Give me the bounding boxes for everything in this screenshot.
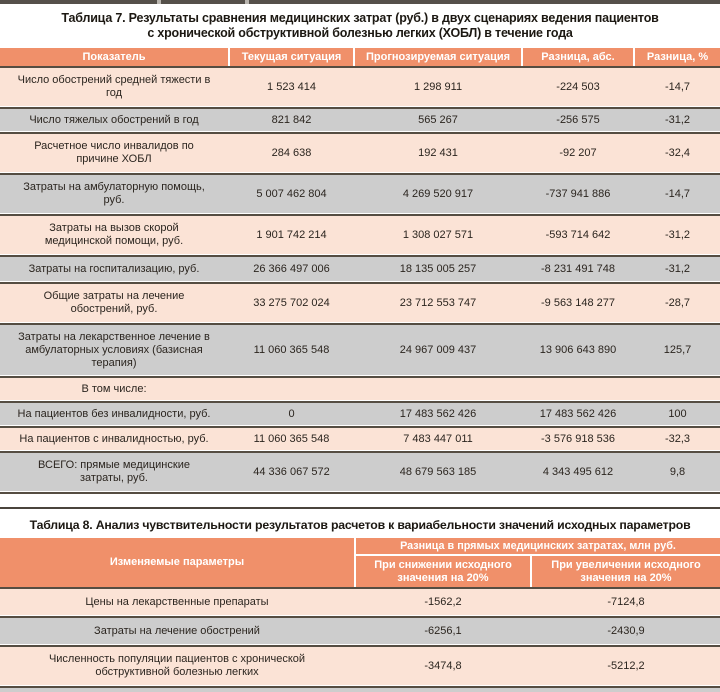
border-segment <box>0 0 157 4</box>
border-segment <box>161 0 245 4</box>
row-label: Затраты на амбулаторную помощь, руб. <box>23 181 205 206</box>
cell-diff-pct: -31,2 <box>664 228 691 241</box>
tables-gap <box>0 494 720 507</box>
cell-current: 11 060 365 548 <box>253 343 330 356</box>
cell-diff-abs: 13 906 643 890 <box>539 343 617 356</box>
header-cell-group: Разница в прямых медицинских затратах, млн руб. <box>356 538 720 554</box>
table-row <box>0 647 720 685</box>
cell-current: 1 523 414 <box>267 80 316 93</box>
cell-diff-pct: -14,7 <box>664 187 691 200</box>
cell-forecast: 7 483 447 011 <box>403 432 473 445</box>
table-row <box>0 589 720 615</box>
table-row <box>0 403 720 425</box>
table-row <box>0 325 720 375</box>
cell-current <box>230 378 353 400</box>
header-cell-indicator: Показатель <box>0 48 228 66</box>
row-label: ВСЕГО: прямые медицинские затраты, руб. <box>38 459 190 484</box>
row-label: Число тяжелых обострений в год <box>29 113 199 126</box>
header-cell-parameters: Изменяемые параметры <box>0 538 354 587</box>
cell-current: 11 060 365 548 <box>253 432 330 445</box>
header-cell-current: Текущая ситуация <box>230 48 353 66</box>
table-row <box>0 216 720 254</box>
cell-forecast: 17 483 562 426 <box>399 407 477 420</box>
cell-decrease: -6256,1 <box>424 624 462 637</box>
row-label: На пациентов с инвалидностью, руб. <box>19 432 209 445</box>
cell-diff-pct: 100 <box>668 407 687 420</box>
header-cell-forecast: Прогнозируемая ситуация <box>355 48 521 66</box>
cell-diff-abs: -737 941 886 <box>545 187 611 200</box>
cell-decrease: -1562,2 <box>424 595 462 608</box>
row-label: Затраты на лекарственное лечение в амбулаторных условиях (базисная терапия) <box>18 330 210 369</box>
cell-diff-pct: 9,8 <box>669 465 686 478</box>
table7-body <box>0 66 720 494</box>
cell-diff-pct: -31,2 <box>664 262 691 275</box>
cell-diff-abs: 17 483 562 426 <box>539 407 617 420</box>
cell-increase: -5212,2 <box>607 659 645 672</box>
cell-diff-abs: -593 714 642 <box>545 228 611 241</box>
table8 <box>0 538 720 692</box>
table-row <box>0 428 720 450</box>
cell-diff-pct: -32,3 <box>664 432 691 445</box>
cell-diff-abs: -256 575 <box>556 113 600 126</box>
table-row <box>0 175 720 213</box>
table-row <box>0 618 720 644</box>
cell-current: 5 007 462 804 <box>256 187 327 200</box>
cell-current: 284 638 <box>271 146 312 159</box>
row-label: Численность популяции пациентов с хронической обструктивной болезнью легких <box>48 653 306 678</box>
cell-forecast <box>355 378 521 400</box>
cell-diff-pct: -31,2 <box>664 113 691 126</box>
row-label: Затраты на лечение обострений <box>94 624 260 637</box>
cell-increase: -7124,8 <box>607 595 645 608</box>
header-cell-decrease: При снижении исходного значения на 20% <box>356 556 530 587</box>
cell-current: 33 275 702 024 <box>253 296 330 309</box>
row-label: Цены на лекарственные препараты <box>85 595 269 608</box>
table7-header <box>0 48 720 66</box>
row-label: Общие затраты на лечение обострений, руб. <box>43 290 185 315</box>
cell-diff-abs: 4 343 495 612 <box>542 465 614 478</box>
cell-diff-pct: 125,7 <box>663 343 692 356</box>
cell-current: 26 366 497 006 <box>253 262 330 275</box>
row-label: Число обострений средней тяжести в год <box>17 74 211 99</box>
cell-increase: -2430,9 <box>607 624 645 637</box>
cell-forecast: 48 679 563 185 <box>399 465 477 478</box>
table7-title-line2: с хронической обструктивной болезнью легких (ХОБЛ) в течение года <box>147 26 573 40</box>
table-row <box>0 68 720 106</box>
cell-diff-pct: -14,7 <box>664 80 691 93</box>
cell-diff-abs: -9 563 148 277 <box>540 296 615 309</box>
table-row <box>0 257 720 281</box>
cell-diff-abs: -8 231 491 748 <box>540 262 615 275</box>
header-cell-diff-pct: Разница, % <box>635 48 720 66</box>
cell-diff-pct <box>635 378 720 400</box>
cell-decrease: -3474,8 <box>424 659 462 672</box>
cell-forecast: 24 967 009 437 <box>399 343 477 356</box>
cell-forecast: 192 431 <box>418 146 458 159</box>
cell-diff-abs: -3 576 918 536 <box>540 432 615 445</box>
table-row-section <box>0 378 720 400</box>
cell-forecast: 23 712 553 747 <box>399 296 477 309</box>
table7 <box>0 48 720 494</box>
cropped-next-row <box>0 688 720 692</box>
table-row <box>0 284 720 322</box>
cell-diff-pct: -28,7 <box>664 296 691 309</box>
cell-diff-abs <box>523 378 633 400</box>
row-label: Расчетное число инвалидов по причине ХОБЛ <box>34 140 194 165</box>
cell-forecast: 4 269 520 917 <box>402 187 474 200</box>
cell-forecast: 18 135 005 257 <box>399 262 477 275</box>
cell-forecast: 1 298 911 <box>413 80 463 93</box>
cell-current: 44 336 067 572 <box>253 465 330 478</box>
row-label: В том числе: <box>81 382 147 395</box>
cell-diff-pct: -32,4 <box>664 146 691 159</box>
cell-current: 821 842 <box>271 113 312 126</box>
row-label: Затраты на вызов скорой медицинской помощи, руб. <box>44 222 184 247</box>
header-cell-increase: При увеличении исходного значения на 20% <box>532 556 720 587</box>
table-row-total <box>0 453 720 491</box>
table8-body <box>0 587 720 692</box>
border-segment <box>249 0 720 4</box>
top-crop-border <box>0 0 720 4</box>
table7-title-line1: Таблица 7. Результаты сравнения медицинских затрат (руб.) в двух сценариях ведения пациентов <box>61 11 659 25</box>
cell-forecast: 565 267 <box>418 113 458 126</box>
table7-title <box>0 4 720 48</box>
table-row <box>0 109 720 131</box>
cell-diff-abs: -92 207 <box>559 146 597 159</box>
cell-forecast: 1 308 027 571 <box>402 228 474 241</box>
cell-diff-abs: -224 503 <box>556 80 600 93</box>
table-row <box>0 134 720 172</box>
row-label: Затраты на госпитализацию, руб. <box>28 262 200 275</box>
row-label: На пациентов без инвалидности, руб. <box>17 407 211 420</box>
cell-current: 0 <box>288 407 295 420</box>
table8-header <box>0 538 720 587</box>
table8-title: Таблица 8. Анализ чувствительности результатов расчетов к вариабельности значений исходных параметров <box>29 518 691 532</box>
cell-current: 1 901 742 214 <box>256 228 327 241</box>
header-cell-diff-abs: Разница, абс. <box>523 48 633 66</box>
